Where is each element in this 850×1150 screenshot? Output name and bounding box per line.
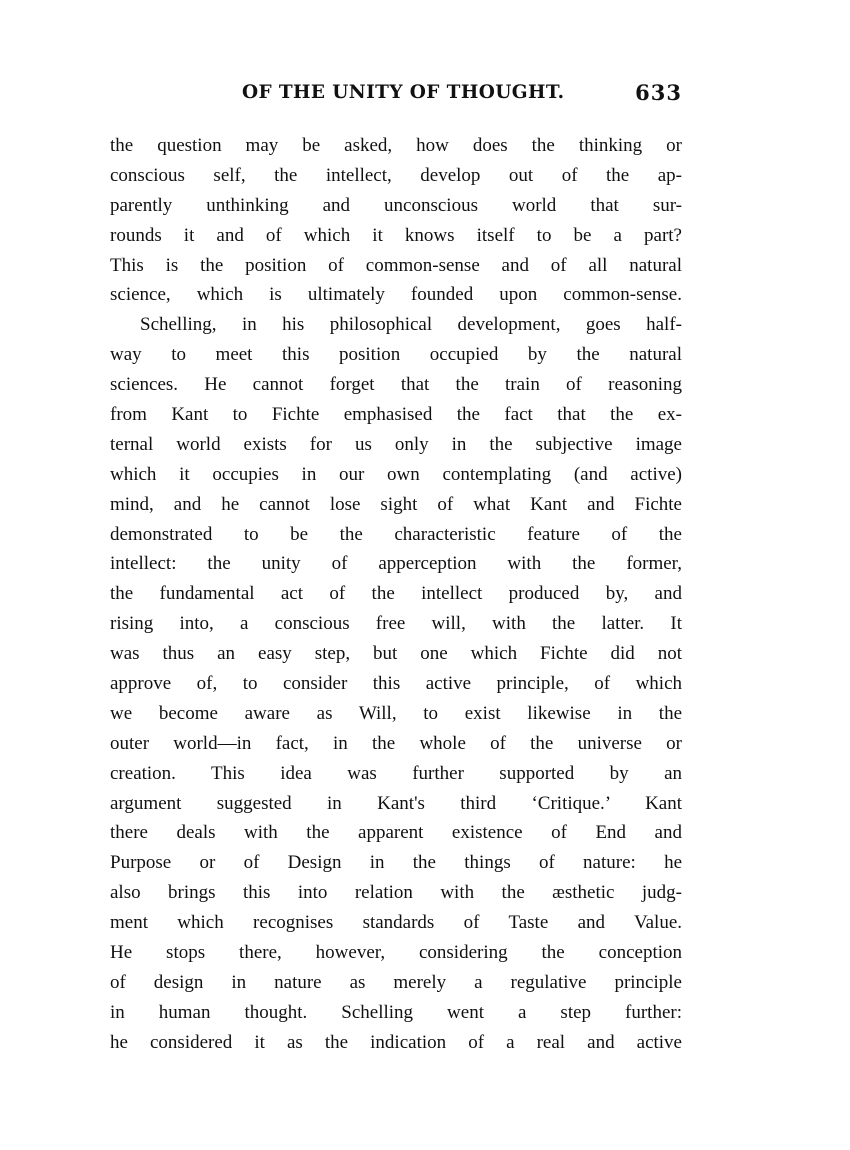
page-number: 633 — [635, 80, 682, 105]
text-line: sciences. He cannot forget that the train of reasoning — [110, 374, 682, 396]
text-line: ternal world exists for us only in the subjective image — [110, 433, 682, 455]
text-line: demonstrated to be the characteristic feature of the — [110, 523, 682, 545]
text-line: He stops there, however, considering the conception — [110, 942, 682, 964]
text-line: This is the position of common-sense and of all natural — [110, 254, 682, 276]
text-line: rising into, a conscious free will, with the latter. It — [110, 613, 682, 635]
text-line: the question may be asked, how does the thinking or — [110, 135, 682, 156]
text-line: Schelling, in his philosophical development, goes half- — [140, 314, 682, 336]
text-line: from Kant to Fichte emphasised the fact that the ex- — [110, 404, 682, 426]
text-line: was thus an easy step, but one which Fichte did not — [110, 643, 682, 665]
text-line: which it occupies in our own contemplating (and active) — [110, 463, 682, 485]
text-line: approve of, to consider this active principle, of which — [110, 673, 682, 695]
text-line: argument suggested in Kant's third ‘Critique.’ Kant — [110, 792, 682, 814]
running-title: OF THE UNITY OF THOUGHT. — [242, 82, 565, 103]
text-line: Purpose or of Design in the things of nature: he — [110, 852, 682, 874]
text-line: he considered it as the indication of a real and active — [110, 1031, 682, 1053]
text-line: science, which is ultimately founded upon common-sense. — [110, 284, 682, 306]
text-line: we become aware as Will, to exist likewise in the — [110, 702, 682, 724]
text-line: in human thought. Schelling went a step further: — [110, 1001, 682, 1023]
text-line: of design in nature as merely a regulative principle — [110, 971, 682, 993]
text-line: ment which recognises standards of Taste and Value. — [110, 912, 682, 934]
text-line: way to meet this position occupied by the natural — [110, 344, 682, 366]
text-line: conscious self, the intellect, develop out of the ap- — [110, 164, 682, 186]
text-line: mind, and he cannot lose sight of what Kant and Fichte — [110, 493, 682, 515]
text-line: there deals with the apparent existence of End and — [110, 822, 682, 844]
text-line: parently unthinking and unconscious world that sur- — [110, 194, 682, 216]
text-line: also brings this into relation with the æsthetic judg- — [110, 882, 682, 904]
text-line: creation. This idea was further supported by an — [110, 762, 682, 784]
body-text — [110, 131, 682, 1058]
text-line: outer world—in fact, in the whole of the universe or — [110, 732, 682, 754]
text-line: intellect: the unity of apperception with the former, — [110, 553, 682, 575]
text-line: the fundamental act of the intellect produced by, and — [110, 583, 682, 605]
running-head — [110, 80, 682, 112]
text-line: rounds it and of which it knows itself to be a part? — [110, 224, 682, 246]
